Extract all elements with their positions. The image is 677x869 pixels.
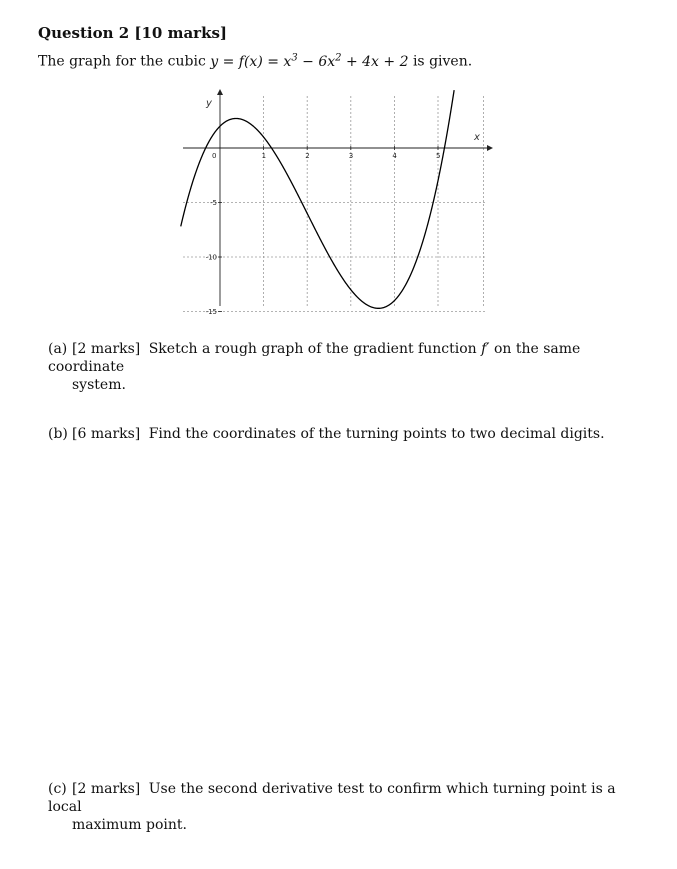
question-heading: Question 2 [10 marks] [38, 24, 228, 42]
y-tick--15: -15 [205, 308, 217, 314]
part-c-marks: [2 marks] [72, 781, 141, 797]
intro-suffix: is given. [412, 53, 473, 70]
y-tick--5: -5 [210, 199, 217, 207]
x-tick-3: 3 [348, 152, 354, 160]
part-c-text: Use the second derivative test to confirm which turning point is a local [48, 781, 616, 815]
x-tick-4: 4 [392, 152, 397, 160]
grid-lines [183, 96, 486, 312]
part-b-label: (b) [48, 426, 68, 442]
x-tick-5: 5 [436, 152, 441, 160]
x-tick-1: 1 [261, 152, 267, 160]
y-tick--10: -10 [205, 253, 217, 262]
part-c-text-line2: maximum point. [72, 817, 187, 833]
x-axis-arrow [487, 145, 493, 151]
x-axis-label: x [474, 132, 480, 143]
part-a [48, 340, 638, 394]
part-a-marks: [2 marks] [72, 341, 141, 357]
part-a-text-line2: system. [72, 377, 126, 393]
x-tick-0: 0 [212, 152, 217, 160]
axes [183, 89, 493, 306]
part-b-text: Find the coordinates of the turning points to two decimal digits. [148, 426, 605, 442]
cubic-curve [181, 90, 454, 308]
part-c-label: (c) [48, 781, 67, 797]
x-tick-2: 2 [305, 152, 310, 160]
cubic-graph [176, 84, 498, 314]
part-b-marks: [6 marks] [72, 426, 141, 442]
part-a-text-end: on the same coordinate [48, 341, 581, 375]
y-axis-arrow [217, 89, 223, 95]
part-a-text: Sketch a rough graph of the gradient function [148, 341, 477, 357]
intro-prefix: The graph for the cubic [38, 53, 206, 70]
part-a-label: (a) [48, 341, 68, 357]
tick-labels [206, 146, 441, 314]
part-c [48, 780, 638, 834]
part-b [48, 425, 638, 443]
cubic-equation: $y = f(x) = x^3 - 6x^2 + 4x + 2$ [210, 52, 409, 70]
y-axis-label: y [206, 98, 212, 109]
part-a-fprime: f′ [481, 341, 490, 357]
question-intro [38, 52, 472, 70]
